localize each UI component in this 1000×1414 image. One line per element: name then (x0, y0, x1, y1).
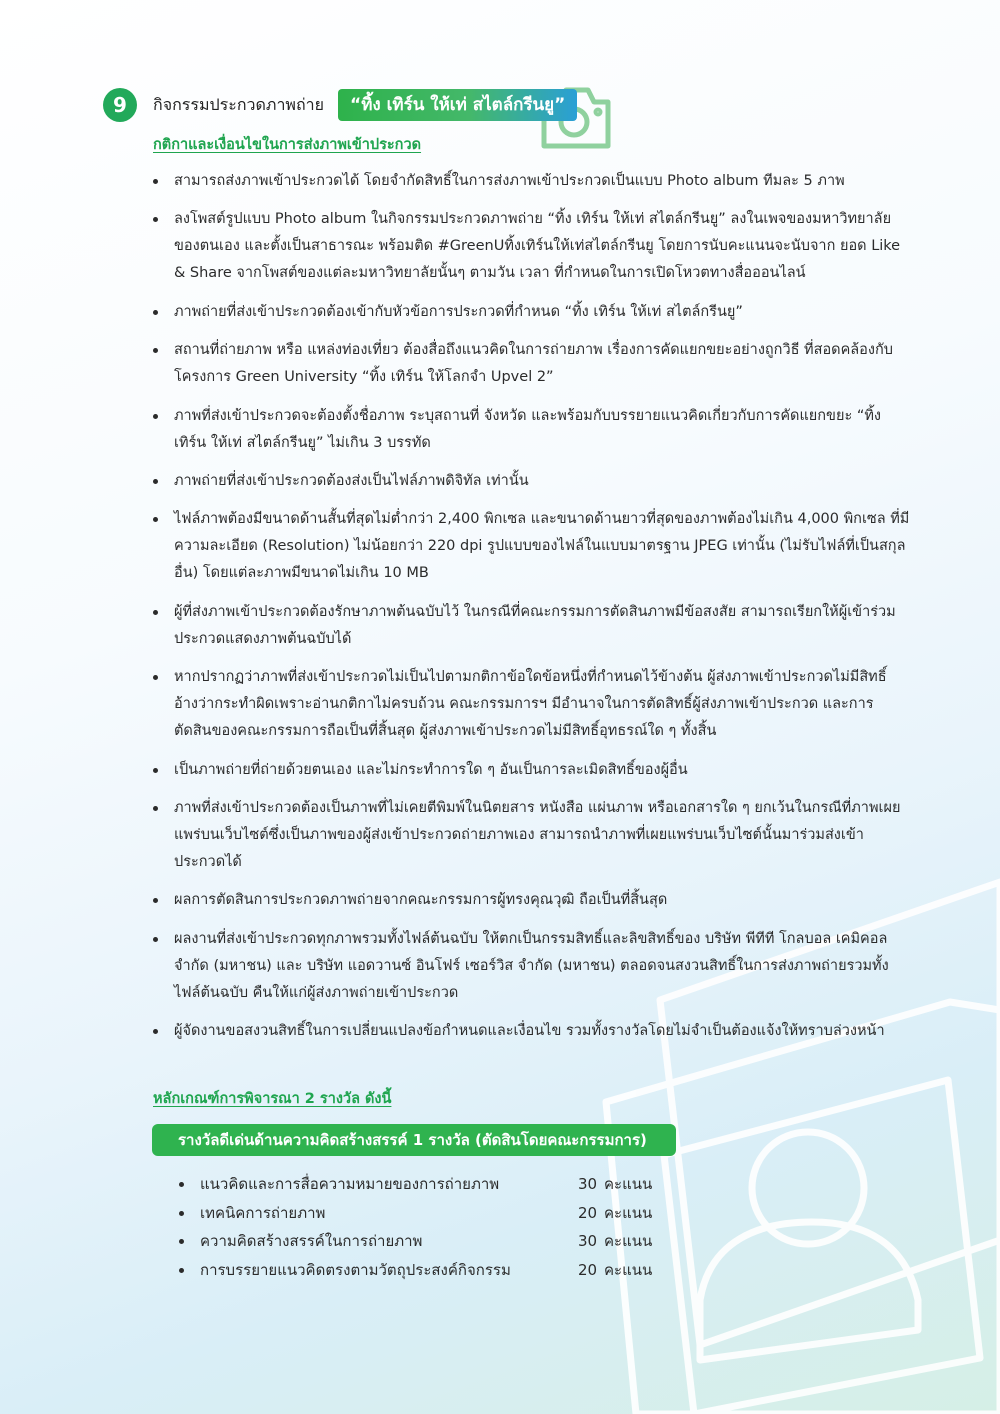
rule-item-7: ไฟล์ภาพต้องมีขนาดด้านสั้นที่สุดไม่ต่ำกว่า 2,400 พิกเซล และขนาดด้านยาวที่สุดของภาพต้องไม่เกิน 4,000 พิกเซล ที่มีความละเอียด (Resolution) ไม่น้อยกว่า 220 dpi รูปแบบของไฟล์ในแบบมาตรฐาน JPEG เท่านั้น (ไม่รับไฟล์ที่เป็นสกุลอื่น) โดยแต่ละภาพมีขนาดไม่เกิน 10 MB (150, 506, 910, 587)
rule-item-8: ผู้ที่ส่งภาพเข้าประกวดต้องรักษาภาพต้นฉบับไว้ ในกรณีที่คณะกรรมการตัดสินภาพมีข้อสงสัย สามารถเรียกให้ผู้เข้าร่วมประกวดแสดงภาพต้นฉบับได้ (150, 599, 910, 653)
rule-item-6: ภาพถ่ายที่ส่งเข้าประกวดต้องส่งเป็นไฟล์ภาพดิจิทัล เท่านั้น (150, 468, 910, 495)
rule-item-5: ภาพที่ส่งเข้าประกวดจะต้องตั้งชื่อภาพ ระบุสถานที่ จังหวัด และพร้อมกับบรรยายแนวคิดเกี่ยวกับการคัดแยกขยะ “ทิ้ง เทิร์น ให้เท่ สไตล์กรีนยู” ไม่เกิน 3 บรรทัด (150, 403, 910, 457)
rule-item-1: สามารถส่งภาพเข้าประกวดได้ โดยจำกัดสิทธิ์ในการส่งภาพเข้าประกวดเป็นแบบ Photo album ทีมละ 5 ภาพ (150, 168, 910, 195)
criteria-score: 30 (578, 1232, 598, 1251)
rule-item-3: ภาพถ่ายที่ส่งเข้าประกวดต้องเข้ากับหัวข้อการประกวดที่กำหนด “ทิ้ง เทิร์น ให้เท่ สไตล์กรีนยู” (150, 299, 910, 326)
rule-item-10: เป็นภาพถ่ายที่ถ่ายด้วยตนเอง และไม่กระทำการใด ๆ อันเป็นการละเมิดสิทธิ์ของผู้อื่น (150, 757, 910, 784)
criteria-label: แนวคิดและการสื่อความหมายของการถ่ายภาพ (200, 1175, 500, 1193)
slogan-wrapper (338, 89, 577, 121)
section-number-badge: 9 (103, 88, 137, 122)
rule-item-2: ลงโพสต์รูปแบบ Photo album ในกิจกรรมประกวดภาพถ่าย “ทิ้ง เทิร์น ให้เท่ สไตล์กรีนยู” ลงในเพจของมหาวิทยาลัยของตนเอง และตั้งเป็นสาธารณะ พร้อมติด #GreenUทิ้งเทิร์นให้เท่สไตล์กรีนยู โดยการนับคะแนนจะนับจาก ยอด Like & Share จากโพสต์ของแต่ละมหาวิทยาลัยนั้นๆ ตามวัน เวลา ที่กำหนดในการเปิดโหวตทางสื่อออนไลน์ (150, 206, 910, 287)
criteria-unit: คะแนน (604, 1175, 653, 1193)
criteria-label: เทคนิคการถ่ายภาพ (200, 1203, 326, 1222)
criteria-item (178, 1256, 658, 1285)
criteria-list (178, 1170, 658, 1284)
section-header (103, 86, 577, 124)
rules-heading: กติกาและเงื่อนไขในการส่งภาพเข้าประกวด (153, 137, 422, 153)
slogan-banner: “ทิ้ง เทิร์น ให้เท่ สไตล์กรีนยู” (338, 89, 577, 121)
criteria-label: การบรรยายแนวคิดตรงตามวัตถุประสงค์กิจกรรม (200, 1260, 511, 1279)
criteria-score: 20 (578, 1260, 598, 1279)
criteria-label: ความคิดสร้างสรรค์ในการถ่ายภาพ (200, 1232, 423, 1251)
criteria-item (178, 1170, 658, 1199)
rule-item-11: ภาพที่ส่งเข้าประกวดต้องเป็นภาพที่ไม่เคยตีพิมพ์ในนิตยสาร หนังสือ แผ่นภาพ หรือเอกสารใด ๆ ยกเว้นในกรณีที่ภาพเผยแพร่บนเว็บไซต์ซึ่งเป็นภาพของผู้ส่งเข้าประกวดถ่ายภาพเอง สามารถนำภาพที่เผยแพร่บนเว็บไซต์นั้นมาร่วมส่งเข้าประกวดได้ (150, 795, 910, 876)
rule-item-13: ผลงานที่ส่งเข้าประกวดทุกภาพรวมทั้งไฟล์ต้นฉบับ ให้ตกเป็นกรรมสิทธิ์และลิขสิทธิ์ของ บริษัท พีทีที โกลบอล เคมิคอล จำกัด (มหาชน) และ บริษัท แอดวานซ์ อินโฟร์ เซอร์วิส จำกัด (มหาชน) ตลอดจนสงวนสิทธิ์ในการส่งภาพถ่ายรวมทั้งไฟล์ต้นฉบับ คืนให้แก่ผู้ส่งภาพถ่ายเข้าประกวด (150, 926, 910, 1007)
rule-item-14: ผู้จัดงานขอสงวนสิทธิ์ในการเปลี่ยนแปลงข้อกำหนดและเงื่อนไข รวมทั้งรางวัลโดยไม่จำเป็นต้องแจ้งให้ทราบล่วงหน้า (150, 1018, 910, 1045)
rules-list (150, 168, 910, 1056)
activity-label: กิจกรรมประกวดภาพถ่าย (153, 94, 325, 114)
criteria-score: 30 (578, 1175, 598, 1193)
rule-item-12: ผลการตัดสินการประกวดภาพถ่ายจากคณะกรรมการผู้ทรงคุณวุฒิ ถือเป็นที่สิ้นสุด (150, 887, 910, 914)
criteria-unit: คะแนน (604, 1260, 653, 1279)
criteria-heading: หลักเกณฑ์การพิจารณา 2 รางวัล ดังนี้ (153, 1091, 392, 1107)
criteria-item (178, 1199, 658, 1228)
award-title-banner: รางวัลดีเด่นด้านความคิดสร้างสรรค์ 1 รางวัล (ตัดสินโดยคณะกรรมการ) (152, 1124, 676, 1156)
rule-item-4: สถานที่ถ่ายภาพ หรือ แหล่งท่องเที่ยว ต้องสื่อถึงแนวคิดในการถ่ายภาพ เรื่องการคัดแยกขยะอย่างถูกวิธี ที่สอดคล้องกับโครงการ Green University “ทิ้ง เทิร์น ให้โลกจำ Upvel 2” (150, 337, 910, 391)
rule-item-9: หากปรากฏว่าภาพที่ส่งเข้าประกวดไม่เป็นไปตามกติกาข้อใดข้อหนึ่งที่กำหนดไว้ข้างต้น ผู้ส่งภาพเข้าประกวดไม่มีสิทธิ์อ้างว่ากระทำผิดเพราะอ่านกติกาไม่ครบถ้วน คณะกรรมการฯ มีอำนาจในการตัดสิทธิ์ผู้ส่งภาพเข้าประกวด และการตัดสินของคณะกรรมการถือเป็นที่สิ้นสุด ผู้ส่งภาพเข้าประกวดไม่มีสิทธิ์อุทธรณ์ใด ๆ ทั้งสิ้น (150, 664, 910, 745)
criteria-item (178, 1227, 658, 1256)
criteria-score: 20 (578, 1203, 598, 1222)
criteria-unit: คะแนน (604, 1232, 653, 1251)
criteria-unit: คะแนน (604, 1203, 653, 1222)
